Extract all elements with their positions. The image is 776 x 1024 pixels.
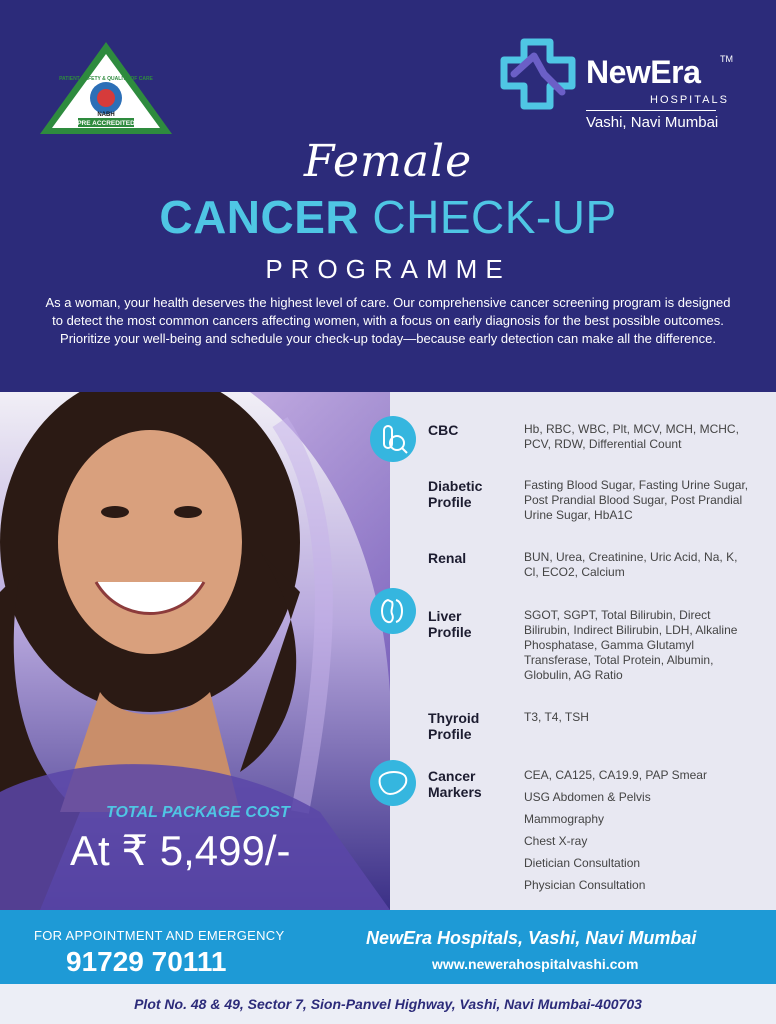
kidney-icon (370, 588, 416, 634)
logo-subtitle: HOSPITALS (650, 94, 729, 106)
tests-panel (390, 392, 776, 910)
phone-number[interactable]: 91729 70111 (66, 946, 227, 977)
test-desc-liver: SGOT, SGPT, Total Bilirubin, Direct Bilirubin, Indirect Bilirubin, LDH, Alkaline Phosphatase, Gamma Glutamyl Transferase, Total Protein, Albumin, Globulin, AG Ratio (524, 608, 738, 682)
badge-arc-text: PATIENT SAFETY & QUALITY OF CARE (59, 76, 153, 82)
badge-org: NABH (97, 112, 115, 118)
headline-script: Female (303, 136, 473, 187)
logo-location: Vashi, Navi Mumbai (586, 114, 719, 131)
test-desc-thyroid: T3, T4, TSH (524, 710, 589, 724)
test-desc-cancer-markers: CEA, CA125, CA19.9, PAP Smear (524, 768, 707, 782)
test-name-diabetic: Diabetic Profile (428, 478, 483, 510)
cost-value: At ₹ 5,499/- (70, 827, 291, 874)
woman-photo (0, 392, 390, 910)
test-name-cancer-markers: Cancer Markers (428, 768, 482, 800)
address-bar (0, 984, 776, 1024)
headline-light: CHECK-UP (372, 191, 617, 243)
header-section (0, 0, 776, 392)
extra-item: USG Abdomen & Pelvis (524, 790, 651, 804)
nabh-accreditation-badge (38, 40, 174, 136)
address-text: Plot No. 48 & 49, Sector 7, Sion-Panvel Highway, Vashi, Navi Mumbai-400703 (134, 996, 642, 1012)
badge-status: PRE ACCREDITED (77, 120, 135, 127)
extra-item: Chest X-ray (524, 834, 588, 848)
extra-item: Dietician Consultation (524, 856, 641, 870)
extra-item: Physician Consultation (524, 878, 646, 892)
test-tube-icon (370, 416, 416, 462)
headline-main (0, 190, 776, 244)
test-name-cbc: CBC (428, 422, 459, 438)
logo-name: NewEra (586, 54, 701, 90)
extra-item: Mammography (524, 812, 605, 826)
logo-trademark: TM (720, 54, 733, 64)
liver-icon (370, 760, 416, 806)
headline-sub: PROGRAMME (265, 254, 511, 284)
headline-bold: CANCER (159, 191, 360, 243)
test-name-liver: Liver Profile (428, 608, 472, 640)
footer-hospital-name: NewEra Hospitals, Vashi, Navi Mumbai (366, 928, 697, 948)
cost-label: TOTAL PACKAGE COST (106, 804, 290, 821)
hospital-logo (500, 34, 740, 134)
intro-paragraph: As a woman, your health deserves the highest level of care. Our comprehensive cancer screening program is designed to detect the most common cancers affecting women, with a focus on early diagnosis for the best possible outcomes. Prioritize your well-being and schedule your check-up today—because early detection can make all the difference. (45, 295, 731, 346)
logo-divider (586, 110, 716, 111)
appointment-label: FOR APPOINTMENT AND EMERGENCY (34, 928, 285, 943)
test-name-renal: Renal (428, 550, 467, 566)
website-link[interactable]: www.newerahospitalvashi.com (432, 956, 639, 972)
newera-cross-icon (500, 38, 578, 110)
test-desc-diabetic: Fasting Blood Sugar, Fasting Urine Sugar, Post Prandial Blood Sugar, Post Prandial Urine Sugar, HbA1C (524, 478, 749, 522)
contact-footer (0, 910, 776, 984)
test-name-thyroid: Thyroid Profile (428, 710, 480, 742)
test-desc-cbc: Hb, RBC, WBC, Plt, MCV, MCH, MCHC, PCV, RDW, Differential Count (524, 422, 739, 451)
test-desc-renal: BUN, Urea, Creatinine, Uric Acid, Na, K, Cl, ECO2, Calcium (524, 550, 738, 579)
